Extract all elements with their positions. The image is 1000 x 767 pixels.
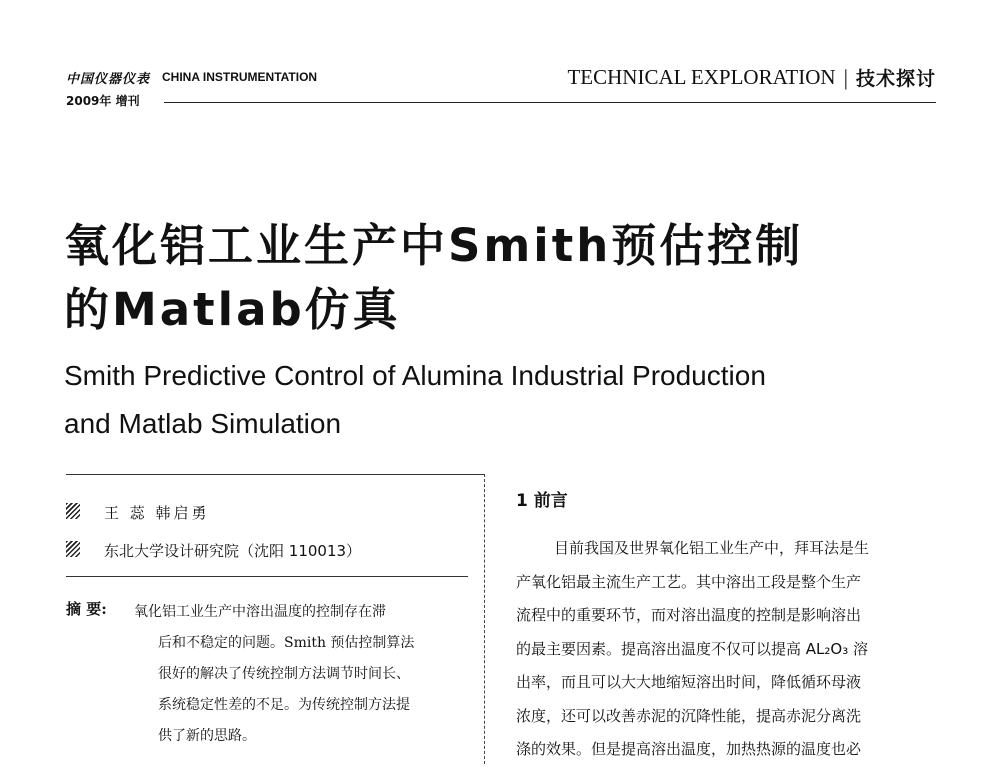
section-header [567, 64, 936, 91]
column-divider [484, 474, 485, 764]
abstract-text [134, 597, 470, 752]
title-cn-line-2: 的Matlab仿真 [64, 283, 401, 336]
paper-title-cn [64, 214, 884, 342]
header-rule [164, 102, 936, 103]
abstract-label: 摘 要: [66, 600, 107, 618]
abstract-line: 氧化铝工业生产中溶出温度的控制存在滞 [134, 604, 386, 620]
abstract-line: 很好的解决了传统控制方法调节时间长、 [158, 666, 410, 682]
body-line: 流程中的重要环节，而对溶出温度的控制是影响溶出 [516, 606, 862, 624]
info-box-divider [66, 576, 468, 577]
section-name-cn: 技术探讨 [855, 68, 936, 90]
journal-name-en: CHINA INSTRUMENTATION [162, 70, 318, 84]
info-box-top-rule [66, 474, 484, 475]
journal-name-cn: 中国仪器仪表 [66, 72, 151, 87]
abstract-line: 供了新的思路。 [158, 728, 256, 744]
body-line: 产氧化铝最主流生产工艺。其中溶出工段是整个生产 [516, 572, 862, 591]
abstract-line: 系统稳定性差的不足。为传统控制方法提 [158, 697, 410, 713]
section-separator: | [843, 64, 848, 90]
title-en-line-2: and Matlab Simulation [64, 408, 342, 439]
author-affiliation: 东北大学设计研究院（沈阳 110013） [104, 542, 362, 560]
body-line: 出率，而且可以大大地缩短溶出时间，降低循环母液 [516, 673, 862, 691]
section-heading: 1 前言 [516, 491, 568, 511]
body-line: 目前我国及世界氧化铝工业生产中，拜耳法是生 [554, 539, 870, 557]
author-marker-icon [66, 503, 80, 519]
issue-label: 2009年 增刊 [66, 94, 140, 108]
title-en-line-1: Smith Predictive Control of Alumina Industrial Production [64, 360, 766, 391]
paper-title-en [64, 352, 884, 448]
affiliation-marker-icon [66, 541, 80, 557]
body-line: 浓度，还可以改善赤泥的沉降性能，提高赤泥分离洗 [516, 706, 862, 725]
abstract-line: 后和不稳定的问题。Smith 预估控制算法 [158, 635, 415, 651]
body-line: 的最主要因素。提高溶出温度不仅可以提高 AL₂O₃ 溶 [516, 639, 868, 658]
section-body [516, 532, 936, 767]
title-cn-line-1: 氧化铝工业生产中Smith预估控制 [64, 219, 804, 272]
section-name-en: TECHNICAL EXPLORATION [567, 65, 836, 89]
author-names: 王 蕊 韩启勇 [104, 504, 210, 522]
body-line: 涤的效果。但是提高溶出温度，加热热源的温度也必 [516, 740, 862, 758]
